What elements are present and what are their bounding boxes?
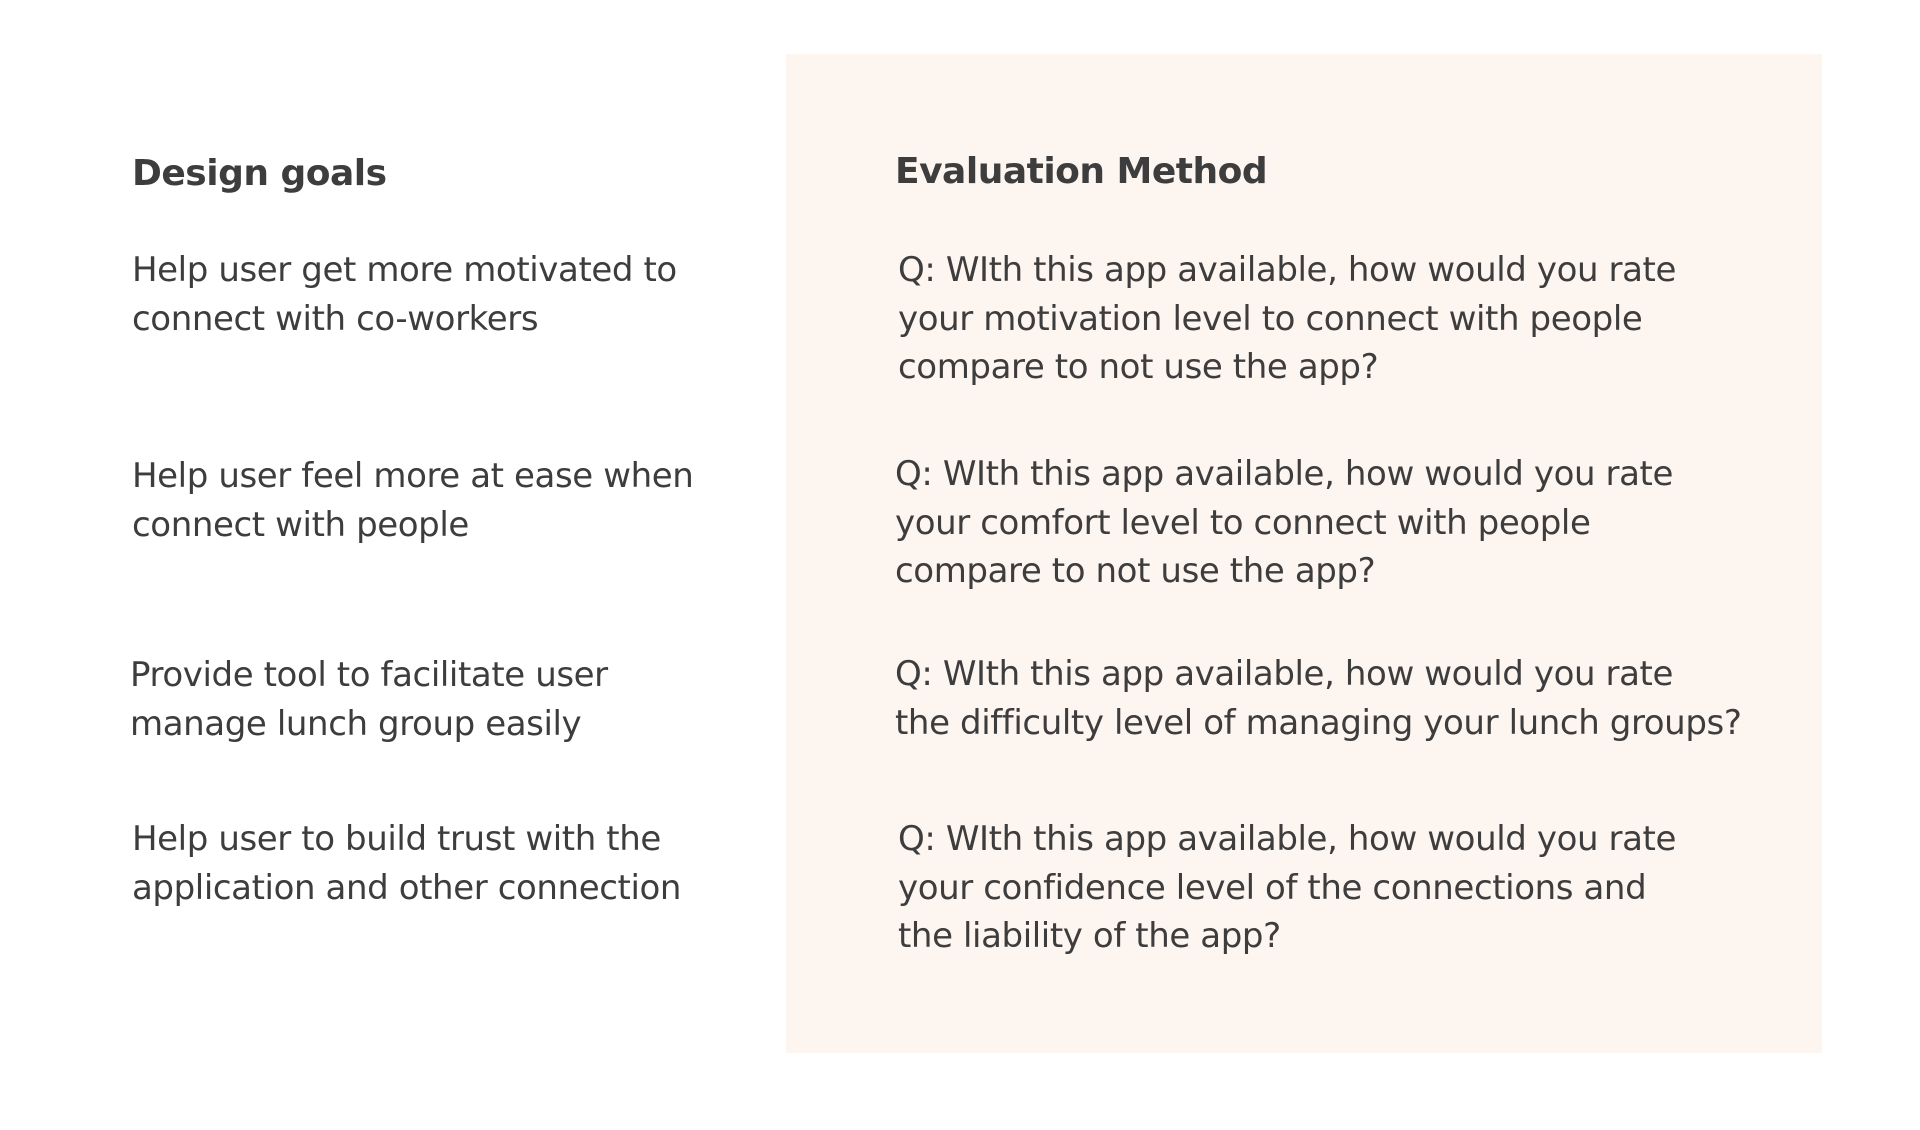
design-goal-item: Help user feel more at ease when connect with people [132, 456, 694, 545]
evaluation-question: Q: WIth this app available, how would you rate your comfort level to connect with people compare to not use the app? [895, 454, 1673, 591]
design-goals-heading: Design goals [132, 153, 387, 194]
design-goal-item: Help user to build trust with the application and other connection [132, 819, 682, 908]
evaluation-question: Q: WIth this app available, how would you rate your confidence level of the connections and the liability of the app? [898, 819, 1676, 956]
design-goal-item: Help user get more motivated to connect with co-workers [132, 250, 677, 339]
evaluation-question: Q: WIth this app available, how would you rate the difficulty level of managing your lunch groups? [895, 654, 1742, 743]
evaluation-question: Q: WIth this app available, how would you rate your motivation level to connect with people compare to not use the app? [898, 250, 1676, 387]
evaluation-method-heading: Evaluation Method [895, 151, 1268, 192]
design-goal-item: Provide tool to facilitate user manage lunch group easily [130, 655, 608, 744]
